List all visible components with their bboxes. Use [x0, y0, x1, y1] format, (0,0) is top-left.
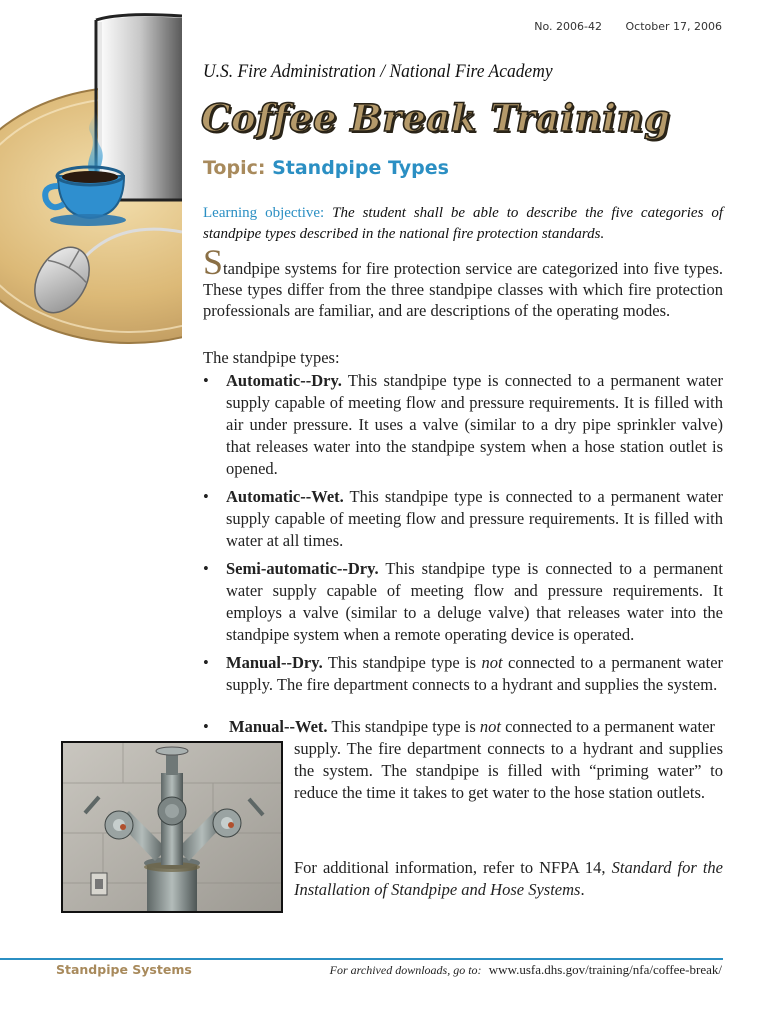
type-text: This standpipe type is connected to a permanent water supply capable of meeting flow and pressure requirements. It is filled with water at all times.	[226, 487, 724, 550]
additional-info-text: For additional information, refer to NFPA 14,	[294, 858, 606, 877]
bullet: •	[203, 487, 209, 506]
footer-download	[330, 962, 722, 978]
bullet: •	[203, 371, 209, 390]
list-item	[203, 558, 723, 646]
list-item	[203, 486, 723, 552]
download-link[interactable]: www.usfa.dhs.gov/training/nfa/coffee-break/	[488, 962, 722, 977]
issue-date: October 17, 2006	[625, 20, 722, 33]
coffee-break-logo	[0, 0, 182, 345]
banner	[201, 96, 681, 146]
type-emphasis: not	[479, 717, 501, 736]
type-text: This standpipe type is connected to a permanent water supply capable of meeting flow and pressure requirements. It is filled with air under pressure. It uses a valve (similar to a dry pipe sprinkler valve) that releases water into the standpipe system when a hose station outlet is opened.	[226, 371, 724, 478]
type-name: Automatic--Wet.	[226, 487, 344, 506]
bullet: •	[203, 717, 209, 736]
monitor-icon	[98, 17, 182, 200]
footer-title: Standpipe Systems	[56, 962, 192, 977]
topic-line	[203, 157, 449, 179]
bullet: •	[203, 559, 209, 578]
type-emphasis: not	[481, 653, 503, 672]
type-text-after: connected to a permanent water	[505, 717, 715, 736]
issue-info	[534, 20, 722, 33]
list-item	[203, 652, 723, 696]
type-name: Manual--Wet.	[229, 717, 328, 736]
list-lead: The standpipe types:	[203, 348, 340, 367]
type-text-before: This standpipe type is	[331, 717, 476, 736]
type-text-before: This standpipe type is	[327, 653, 477, 672]
type-text: This standpipe type is connected to a permanent water supply capable of meeting flow and pressure requirements. It employs a valve (similar to a deluge valve) that releases water into the standpipe system when a remote operating device is operated.	[226, 559, 724, 644]
manual-wet-head	[203, 716, 723, 738]
issue-number: No. 2006-42	[534, 20, 602, 33]
learning-objective	[203, 203, 723, 245]
bullet: •	[203, 653, 209, 672]
footer-rule	[0, 958, 723, 960]
download-label: For archived downloads, go to:	[329, 963, 482, 977]
type-text-after: connected to a permanent water supply. The fire department connects to a hydrant and supplies the system.	[226, 653, 724, 694]
organization-name: U.S. Fire Administration / National Fire Academy	[203, 61, 553, 82]
objective-text: The student shall be able to describe the five categories of standpipe types described in the national fire protection standards.	[203, 205, 723, 242]
list-item	[203, 370, 723, 480]
banner-title: Coffee Break Training	[201, 96, 671, 140]
type-name: Semi-automatic--Dry.	[226, 559, 379, 578]
intro-text: tandpipe systems for fire protection service are categorized into five types. These types differ from the three standpipe classes with which fire protection professionals are familiar, and are descriptions of the operating modes.	[203, 259, 723, 320]
standpipe-photo	[61, 741, 283, 913]
topic-value: Standpipe Types	[272, 157, 449, 179]
type-name: Automatic--Dry.	[226, 371, 342, 390]
standard-reference: Standard for the Installation of Standpipe and Hose Systems	[294, 858, 724, 899]
additional-info-end: .	[580, 880, 585, 899]
type-name: Manual--Dry.	[226, 653, 323, 672]
intro-paragraph	[203, 242, 723, 321]
standpipe-illustration	[63, 743, 281, 911]
additional-info	[294, 857, 723, 901]
standpipe-types-list	[203, 370, 723, 702]
manual-wet-continuation: supply. The fire department connects to a hydrant and supplies the system. The standpipe is filled with “priming water” to reduce the time it takes to get water to the hose station outlets.	[294, 739, 723, 802]
objective-label: Learning objective:	[203, 205, 325, 221]
drop-cap: S	[203, 242, 224, 282]
topic-label: Topic:	[203, 157, 266, 179]
